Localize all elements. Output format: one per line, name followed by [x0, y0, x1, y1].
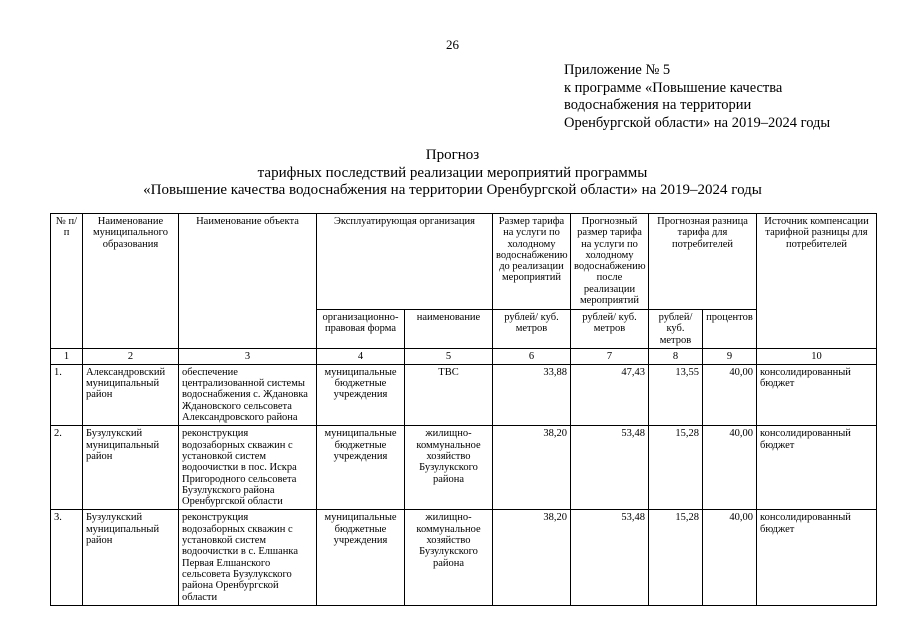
appendix-caption	[564, 62, 830, 132]
header-operator: Эксплуатирующая организация	[317, 214, 493, 310]
header-municipality: Наименование муниципального образования	[83, 214, 179, 349]
column-number: 3	[179, 348, 317, 364]
column-number: 7	[571, 348, 649, 364]
cell-municipality: Александровский муниципальный район	[83, 364, 179, 425]
header-source: Источник компенсации тарифной разницы для потребителей	[757, 214, 877, 349]
column-number: 2	[83, 348, 179, 364]
cell-no: 3.	[51, 510, 83, 605]
cell-tariff-before: 38,20	[493, 510, 571, 605]
cell-no: 2.	[51, 426, 83, 510]
subheader-legal-form: организационно-правовая форма	[317, 310, 405, 349]
subheader-unit-diff: рублей/ куб. метров	[649, 310, 703, 349]
cell-diff-rub: 15,28	[649, 426, 703, 510]
header-row	[51, 214, 877, 310]
cell-diff-pct: 40,00	[703, 510, 757, 605]
column-number: 4	[317, 348, 405, 364]
column-number: 8	[649, 348, 703, 364]
cell-source: консолидированный бюджет	[757, 364, 877, 425]
subheader-name: наименование	[405, 310, 493, 349]
cell-diff-pct: 40,00	[703, 364, 757, 425]
subheader-unit-after: рублей/ куб. метров	[571, 310, 649, 349]
cell-object: реконструкция водозаборных скважин с установкой систем водоочистки в пос. Искра Пригородного сельсовета Бузулукского района Оренбургской области	[179, 426, 317, 510]
subheader-unit-before: рублей/ куб. метров	[493, 310, 571, 349]
forecast-table	[50, 213, 877, 606]
column-number: 5	[405, 348, 493, 364]
header-object: Наименование объекта	[179, 214, 317, 349]
cell-legal-form: муниципальные бюджетные учреждения	[317, 426, 405, 510]
table-row	[51, 364, 877, 425]
appendix-line: Оренбургской области» на 2019–2024 годы	[564, 114, 831, 131]
page-number: 26	[446, 37, 459, 52]
cell-municipality: Бузулукский муниципальный район	[83, 426, 179, 510]
cell-legal-form: муниципальные бюджетные учреждения	[317, 510, 405, 605]
cell-operator-name: жилищно-коммунальное хозяйство Бузулукского района	[405, 510, 493, 605]
title-line: «Повышение качества водоснабжения на территории Оренбургской области» на 2019–2024 годы	[143, 182, 762, 198]
column-number: 9	[703, 348, 757, 364]
cell-object: реконструкция водозаборных скважин с установкой систем водоочистки в с. Елшанка Первая Елшанского сельсовета Бузулукского района Оренбургской области	[179, 510, 317, 605]
cell-diff-pct: 40,00	[703, 426, 757, 510]
column-number: 1	[51, 348, 83, 364]
header-tariff-after: Прогнозный размер тарифа на услуги по холодному водоснабжению после реализации мероприятий	[571, 214, 649, 310]
column-number: 6	[493, 348, 571, 364]
appendix-line: Приложение № 5	[564, 62, 671, 78]
cell-tariff-before: 38,20	[493, 426, 571, 510]
appendix-line: водоснабжения на территории	[564, 97, 752, 113]
cell-diff-rub: 13,55	[649, 364, 703, 425]
table-row	[51, 426, 877, 510]
table-row	[51, 510, 877, 605]
cell-tariff-after: 53,48	[571, 426, 649, 510]
cell-no: 1.	[51, 364, 83, 425]
header-no: № п/п	[51, 214, 83, 349]
document-title	[0, 147, 905, 200]
cell-operator-name: жилищно-коммунальное хозяйство Бузулукского района	[405, 426, 493, 510]
column-number-row	[51, 348, 877, 364]
cell-legal-form: муниципальные бюджетные учреждения	[317, 364, 405, 425]
cell-operator-name: ТВС	[405, 364, 493, 425]
header-difference: Прогнозная разница тарифа для потребителей	[649, 214, 757, 310]
title-line: Прогноз	[425, 147, 480, 163]
cell-source: консолидированный бюджет	[757, 426, 877, 510]
title-line: тарифных последствий реализации мероприятий программы	[257, 164, 648, 181]
column-number: 10	[757, 348, 877, 364]
cell-tariff-after: 53,48	[571, 510, 649, 605]
cell-source: консолидированный бюджет	[757, 510, 877, 605]
subheader-percent: процентов	[703, 310, 757, 349]
cell-object: обеспечение централизованной системы водоснабжения с. Ждановка Ждановского сельсовета Александровского района	[179, 364, 317, 425]
cell-tariff-after: 47,43	[571, 364, 649, 425]
cell-diff-rub: 15,28	[649, 510, 703, 605]
cell-municipality: Бузулукский муниципальный район	[83, 510, 179, 605]
cell-tariff-before: 33,88	[493, 364, 571, 425]
header-tariff-before: Размер тарифа на услуги по холодному водоснабжению до реализации мероприятий	[493, 214, 571, 310]
appendix-line: к программе «Повышение качества	[564, 79, 783, 96]
